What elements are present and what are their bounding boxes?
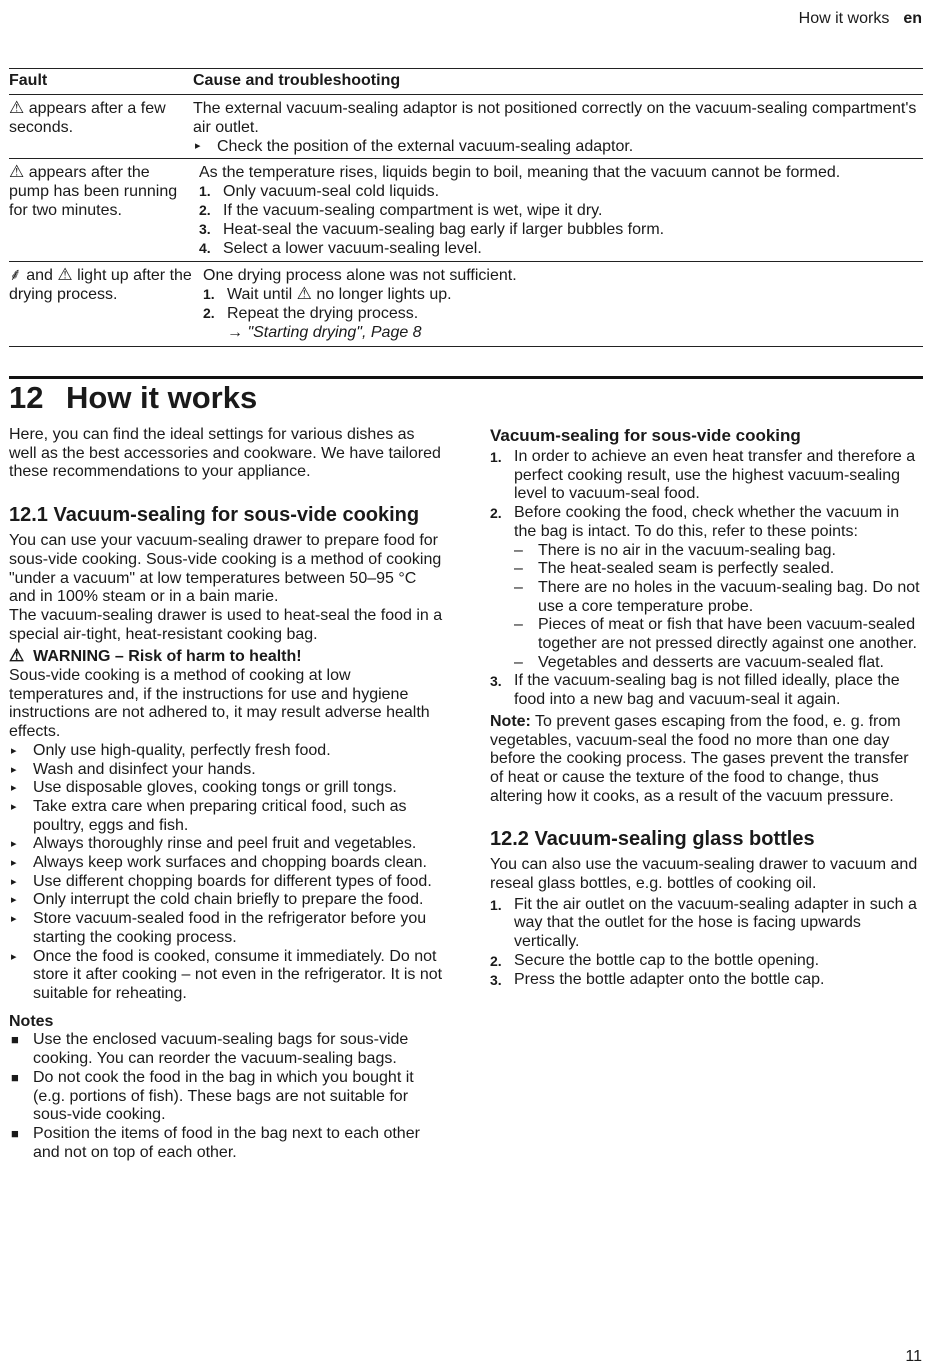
section-12-2-title: 12.2 Vacuum-sealing glass bottles [490, 828, 815, 851]
left-column [9, 426, 443, 1162]
list-item: ▸ Wash and disinfect your hands. [11, 760, 256, 778]
warning-icon: ⚠ [296, 284, 312, 303]
step-item: 2. Repeat the drying process. [203, 305, 419, 322]
col-cause-heading: Cause and troubleshooting [193, 72, 401, 89]
running-header [799, 10, 922, 28]
sous-vide-heading: Vacuum-sealing for sous-vide cooking [490, 426, 801, 445]
notes-heading: Notes [9, 1012, 54, 1030]
warning-icon: ⚠ [9, 646, 25, 666]
section-paragraph: You can use your vacuum-sealing drawer to prepare food for sous-vide cooking. Sous-vide cooking is a method of cooking "under a vacuum" at low temperatures between 50–95 °C and in 100% steam or in a bain marie. [9, 532, 442, 606]
note-paragraph: Note: To prevent gases escaping from the food, e. g. from vegetables, vacuum-seal the food no more than one day before the cooking process. The gases prevent the transfer of heat or cause the texture of the food to change, thus altering how it cooks, as a result of the vacuum pressure. [490, 712, 909, 805]
check-list [514, 542, 924, 673]
fault-row: ⸙ and ⚠ light up after the drying process. One drying process alone was not sufficient. 1. Wait until ⚠ no longer lights up. 2. Repeat the drying process. → "Starting drying", Page 8 [9, 261, 923, 346]
list-item: ▸ Use disposable gloves, cooking tongs or grill tongs. [11, 779, 397, 797]
step-item: 3. If the vacuum-sealing bag is not filled ideally, place the food into a new bag and vacuum-seal it again. [490, 672, 900, 709]
step-item: 1. Wait until ⚠ no longer lights up. [203, 284, 452, 303]
list-item: ■ Position the items of food in the bag next to each other and not on top of each other. [11, 1124, 420, 1161]
list-item: ▸ Use different chopping boards for different types of food. [11, 872, 432, 890]
warning-icon: ⚠ [9, 98, 25, 117]
fault-table [9, 68, 923, 347]
header-lang: en [903, 10, 922, 27]
fault-row [9, 94, 923, 158]
list-item: ▸ Only interrupt the cold chain briefly to prepare the food. [11, 891, 424, 909]
bottle-steps [490, 896, 924, 990]
page-number: 11 [905, 1348, 922, 1365]
action-item: ▸ Check the position of the external vacuum-sealing adaptor. [195, 138, 634, 155]
list-item: – There are no holes in the vacuum-sealing bag. Do not use a core temperature probe. [514, 578, 920, 615]
step-item: 1. Fit the air outlet on the vacuum-sealing adapter in such a way that the outlet for the hose is facing upwards vertically. [490, 895, 917, 951]
cause-text: One drying process alone was not sufficient. [203, 267, 517, 284]
warning-list [9, 742, 443, 1004]
step-item: 1. Only vacuum-seal cold liquids. [199, 183, 440, 200]
chapter-rule [9, 376, 923, 379]
step-item: 2. If the vacuum-sealing compartment is wet, wipe it dry. [199, 202, 603, 219]
warning-text: Sous-vide cooking is a method of cooking at low temperatures and, if the instructions for use and hygiene instructions are not adhered to, it may result adverse health effects. [9, 667, 430, 741]
list-item: – The heat-sealed seam is perfectly sealed. [514, 560, 835, 578]
list-item: ■ Do not cook the food in the bag in which you bought it (e.g. portions of fish). These bags are not suitable for sous-vide cooking. [11, 1068, 414, 1124]
step-item: 3. Heat-seal the vacuum-sealing bag early if larger bubbles form. [199, 221, 665, 238]
list-item: ▸ Take extra care when preparing critical food, such as poultry, eggs and fish. [11, 797, 407, 834]
warning-icon: ⚠ [57, 265, 73, 284]
list-item: ▸ Only use high-quality, perfectly fresh food. [11, 741, 331, 759]
fault-text: light up after the drying process. [9, 267, 192, 303]
section-paragraph: You can also use the vacuum-sealing drawer to vacuum and reseal glass bottles, e.g. bottles of cooking oil. [490, 856, 918, 893]
list-item: ■ Use the enclosed vacuum-sealing bags for sous-vide cooking. You can reorder the vacuum-sealing bags. [11, 1031, 409, 1068]
warning-heading: ⚠ WARNING – Risk of harm to health! [9, 646, 302, 666]
cause-text: As the temperature rises, liquids begin to boil, meaning that the vacuum cannot be formed. [199, 164, 841, 181]
step-item: 4. Select a lower vacuum-sealing level. [199, 240, 482, 257]
sous-vide-steps [490, 448, 924, 710]
list-item: ▸ Store vacuum-sealed food in the refrigerator before you starting the cooking process. [11, 910, 427, 946]
step-item: 1. In order to achieve an even heat transfer and therefore a perfect cooking result, use the highest vacuum-sealing level to vacuum-seal food. [490, 448, 916, 503]
fault-text: appears after the pump has been running for two minutes. [9, 164, 178, 219]
note-label: Note: [490, 712, 531, 730]
step-item: 2. Before cooking the food, check whether the vacuum in the bag is intact. To do this, refer to these points: – There is no air in the vacuum-sealing bag. – The heat-sealed seam is perfectly sealed. – There are no holes in the vacuum-sealing bag. Do not use a core temperature probe. – Pieces of meat or fish that have been vacuum-sealed together are not pressed directly against one another. – Vegetables and desserts are vacuum-sealed flat. [490, 504, 924, 672]
section-paragraph: The vacuum-sealing drawer is used to heat-seal the food in a special air-tight, heat-resistant cooking bag. [9, 606, 443, 643]
fault-text: appears after a few seconds. [9, 100, 166, 136]
header-section: How it works [798, 10, 890, 27]
list-item: – There is no air in the vacuum-sealing bag. [514, 541, 836, 559]
warning-icon: ⚠ [9, 162, 25, 181]
list-item: ▸ Always keep work surfaces and chopping boards clean. [11, 854, 427, 872]
right-column [490, 426, 924, 989]
fault-table-header [9, 69, 923, 94]
list-item: – Vegetables and desserts are vacuum-sealed flat. [514, 653, 884, 671]
notes-list [9, 1031, 443, 1162]
list-item: ▸ Always thoroughly rinse and peel fruit and vegetables. [11, 835, 417, 853]
list-item: – Pieces of meat or fish that have been vacuum-sealed together are not pressed directly against one another. [514, 616, 917, 653]
section-12-1-title: 12.1 Vacuum-sealing for sous-vide cooking [9, 504, 420, 527]
cause-text: The external vacuum-sealing adaptor is not positioned correctly on the vacuum-sealing compartment's air outlet. [193, 100, 917, 136]
drying-icon: ⸙ [9, 265, 22, 284]
bullet-triangle-icon: ▸ [195, 140, 201, 152]
chapter-title: 12 How it works [9, 380, 258, 415]
fault-row [9, 158, 923, 261]
step-item: 2. Secure the bottle cap to the bottle opening. [490, 951, 820, 969]
cross-reference: → "Starting drying", Page 8 [227, 324, 422, 341]
intro-paragraph: Here, you can find the ideal settings for various dishes as well as the best accessories and cookware. We have tailored these recommendations to your appliance. [9, 426, 441, 481]
step-item: 3. Press the bottle adapter onto the bottle cap. [490, 970, 825, 988]
col-fault-heading: Fault [9, 72, 48, 89]
list-item: ▸ Once the food is cooked, consume it immediately. Do not store it after cooking – not even in the refrigerator. It is not suitable for reheating. [11, 947, 443, 1002]
